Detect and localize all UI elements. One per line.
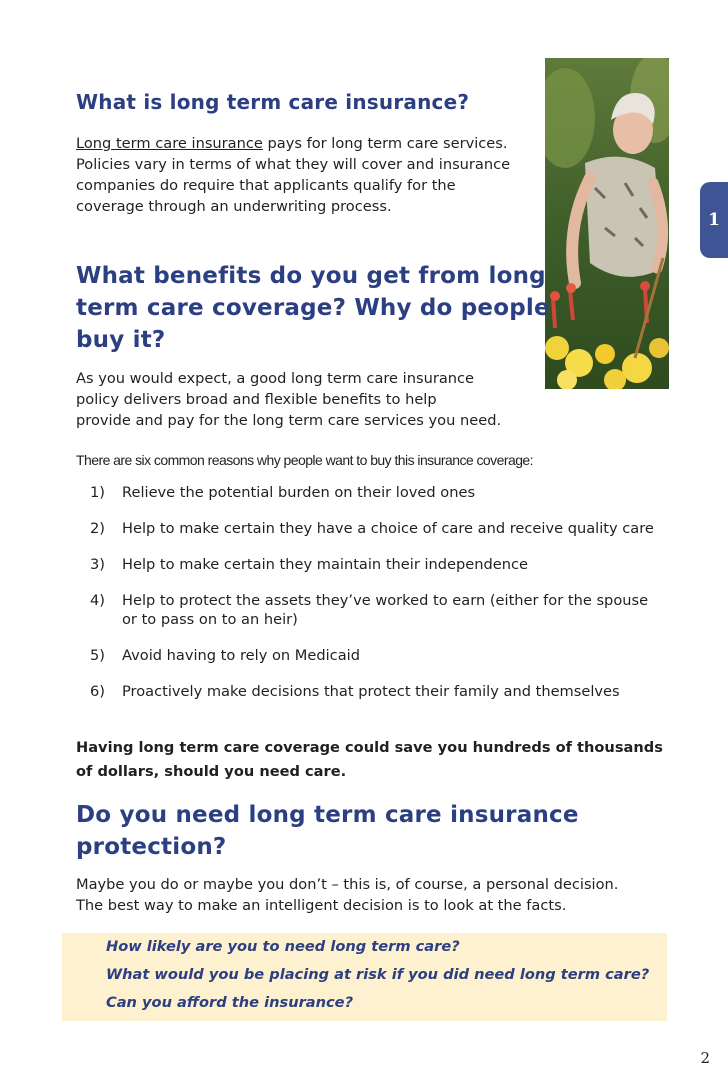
callout-question: What would you be placing at risk if you did need long term care? [106, 966, 650, 983]
list-number: 5) [90, 647, 105, 664]
section2-heading-line: buy it? [76, 327, 166, 353]
questions-callout [62, 933, 667, 1021]
list-item [76, 682, 666, 701]
list-text: Help to make certain they have a choice of care and receive quality care [122, 520, 654, 537]
callout-question: How likely are you to need long term care? [106, 938, 460, 955]
section2-body-line: policy delivers broad and flexible benefits to help [76, 391, 437, 408]
section-tab-label: 1 [708, 210, 720, 230]
list-number: 3) [90, 556, 105, 573]
gardening-woman-photo [545, 58, 669, 389]
list-text: Avoid having to rely on Medicaid [122, 647, 360, 664]
section3-body [76, 874, 696, 916]
section-tab [700, 182, 728, 258]
list-text: Help to make certain they maintain their independence [122, 556, 528, 573]
savings-note: Having long term care coverage could save you hundreds of thousands of dollars, should you need care. [76, 739, 663, 780]
list-text: Proactively make decisions that protect their family and themselves [122, 683, 620, 700]
section3-heading-line: Do you need long term care insurance [76, 802, 579, 828]
list-text: Relieve the potential burden on their loved ones [122, 484, 476, 501]
section1-body [76, 133, 516, 217]
callout-question: Can you afford the insurance? [106, 994, 354, 1011]
list-item [76, 646, 666, 665]
page-number: 2 [700, 1049, 710, 1067]
section2-body-line: As you would expect, a good long term care insurance [76, 370, 475, 387]
section1-body-text: pays for long term care services. Policies vary in terms of what they will cover and insurance companies do require that applicants qualify for the coverage through an underwriting process. [76, 135, 511, 215]
reasons-list [76, 483, 666, 718]
list-item [76, 591, 666, 629]
section2-heading [76, 260, 550, 356]
section3-body-line: Maybe you do or maybe you don’t – this is, of course, a personal decision. [76, 876, 619, 893]
list-number: 4) [90, 592, 105, 609]
section2-body [76, 368, 501, 431]
section1-heading: What is long term care insurance? [76, 90, 470, 114]
list-number: 1) [90, 484, 105, 501]
list-item [76, 519, 666, 538]
section2-heading-line: term care coverage? Why do people [76, 295, 550, 321]
list-item [76, 483, 666, 502]
section2-heading-line: What benefits do you get from long [76, 263, 546, 289]
list-text: Help to protect the assets they’ve worked to earn (either for the spouse or to pass on to an heir) [122, 592, 649, 628]
section2-body-line: provide and pay for the long term care services you need. [76, 412, 502, 429]
section3-heading [76, 799, 579, 863]
list-number: 6) [90, 683, 105, 700]
section3-heading-line: protection? [76, 834, 227, 860]
ltc-insurance-link[interactable]: Long term care insurance [76, 135, 263, 152]
list-item [76, 555, 666, 574]
list-number: 2) [90, 520, 105, 537]
reasons-intro: There are six common reasons why people want to buy this insurance coverage: [76, 452, 534, 468]
section3-body-line: The best way to make an intelligent decision is to look at the facts. [76, 897, 567, 914]
photo-illustration [545, 58, 669, 389]
